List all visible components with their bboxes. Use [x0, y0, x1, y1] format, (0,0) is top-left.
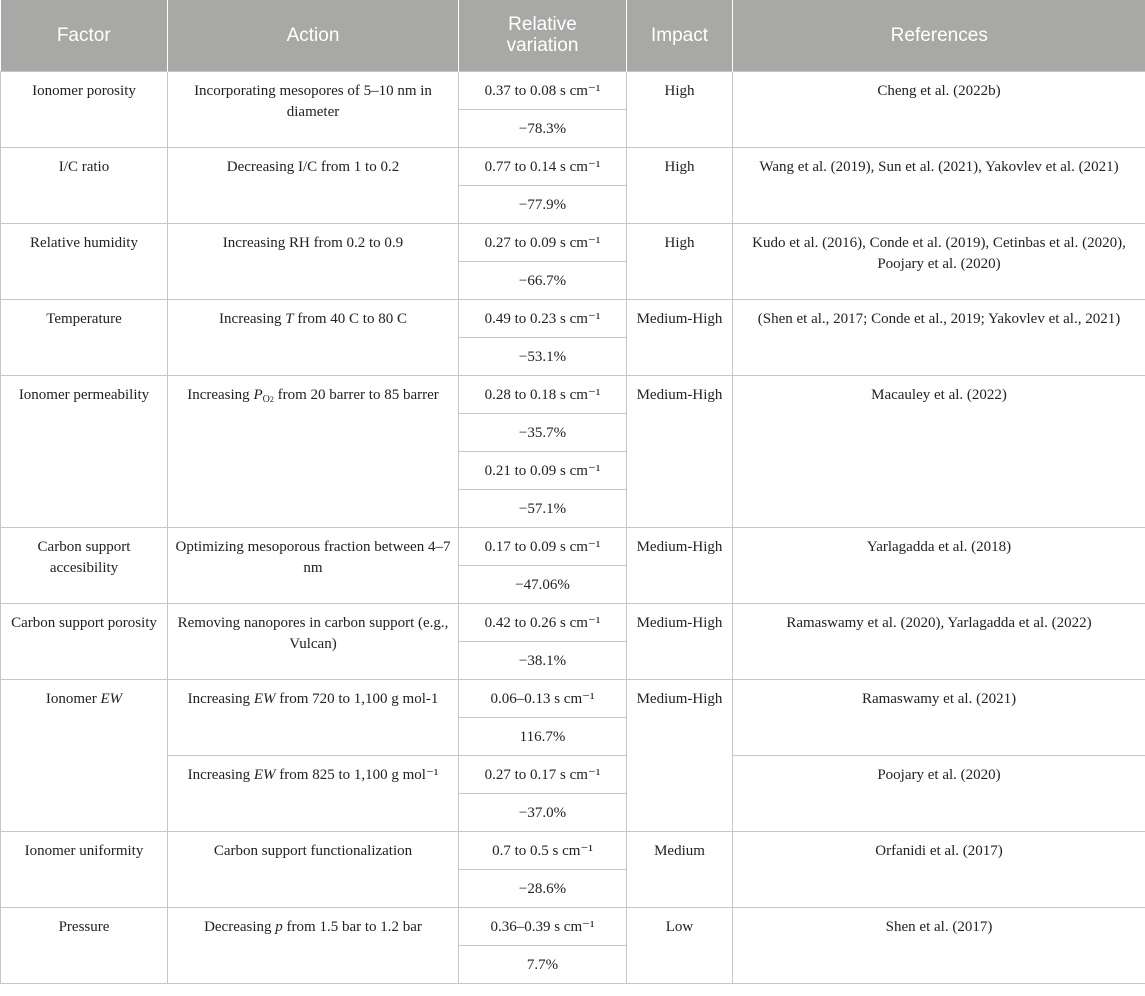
cell-variation-percent: −35.7% [459, 413, 627, 451]
subscript-text: O [262, 393, 270, 405]
cell-references: Shen et al. (2017) [733, 907, 1145, 983]
cell-impact: Low [627, 907, 733, 983]
table-row [1, 755, 1145, 793]
header-impact: Impact [627, 0, 733, 71]
cell-factor: I/C ratio [1, 147, 168, 223]
cell-impact: High [627, 147, 733, 223]
variable-symbol: EW [253, 690, 276, 707]
action-text: Increasing [219, 310, 286, 327]
cell-variation-value: 0.27 to 0.09 s cm⁻¹ [459, 223, 627, 261]
cell-variation-value: 0.27 to 0.17 s cm⁻¹ [459, 755, 627, 793]
cell-action [168, 679, 459, 755]
cell-variation-value: 0.21 to 0.09 s cm⁻¹ [459, 451, 627, 489]
cell-action [168, 907, 459, 983]
table-row [1, 299, 1145, 337]
cell-impact: Medium-High [627, 375, 733, 527]
cell-references: Ramaswamy et al. (2021) [733, 679, 1145, 755]
cell-factor: Carbon support accesibility [1, 527, 168, 603]
cell-factor: Temperature [1, 299, 168, 375]
cell-action: Increasing RH from 0.2 to 0.9 [168, 223, 459, 299]
header-factor: Factor [1, 0, 168, 71]
cell-variation-value: 0.37 to 0.08 s cm⁻¹ [459, 71, 627, 109]
table-row [1, 831, 1145, 869]
table-row [1, 147, 1145, 185]
table-row [1, 71, 1145, 109]
cell-factor: Relative humidity [1, 223, 168, 299]
cell-variation-percent: −53.1% [459, 337, 627, 375]
header-action: Action [168, 0, 459, 71]
cell-impact: Medium-High [627, 299, 733, 375]
cell-factor: Carbon support porosity [1, 603, 168, 679]
factor-text: Ionomer [45, 690, 101, 707]
cell-variation-percent: −77.9% [459, 185, 627, 223]
action-text: from 40 C to 80 C [293, 310, 407, 327]
variable-symbol: p [275, 918, 283, 935]
cell-action: Optimizing mesoporous fraction between 4–7 nm [168, 527, 459, 603]
variable-symbol: EW [253, 766, 276, 783]
cell-action: Removing nanopores in carbon support (e.g., Vulcan) [168, 603, 459, 679]
cell-impact: High [627, 71, 733, 147]
cell-references: Kudo et al. (2016), Conde et al. (2019), Cetinbas et al. (2020), Poojary et al. (2020) [733, 223, 1145, 299]
variable-symbol: EW [100, 690, 123, 707]
cell-action [168, 299, 459, 375]
cell-references: Poojary et al. (2020) [733, 755, 1145, 831]
cell-variation-percent: −57.1% [459, 489, 627, 527]
cell-action [168, 375, 459, 527]
cell-variation-percent: −37.0% [459, 793, 627, 831]
cell-impact: Medium-High [627, 603, 733, 679]
cell-variation-percent: 7.7% [459, 945, 627, 983]
cell-references: Orfanidi et al. (2017) [733, 831, 1145, 907]
action-text: from 20 barrer to 85 barrer [273, 386, 439, 403]
table-row [1, 679, 1145, 717]
cell-variation-value: 0.42 to 0.26 s cm⁻¹ [459, 603, 627, 641]
cell-variation-value: 0.36–0.39 s cm⁻¹ [459, 907, 627, 945]
cell-variation-percent: −28.6% [459, 869, 627, 907]
cell-action: Incorporating mesopores of 5–10 nm in diameter [168, 71, 459, 147]
cell-variation-value: 0.06–0.13 s cm⁻¹ [459, 679, 627, 717]
cell-impact: High [627, 223, 733, 299]
cell-references: Wang et al. (2019), Sun et al. (2021), Yakovlev et al. (2021) [733, 147, 1145, 223]
cell-variation-percent: −78.3% [459, 109, 627, 147]
cell-variation-percent: −38.1% [459, 641, 627, 679]
action-text: Increasing [187, 386, 254, 403]
action-text: from 1.5 bar to 1.2 bar [282, 918, 422, 935]
action-text: from 720 to 1,100 g mol-1 [275, 690, 439, 707]
table-row [1, 527, 1145, 565]
cell-factor: Ionomer permeability [1, 375, 168, 527]
table-row [1, 603, 1145, 641]
table-row [1, 223, 1145, 261]
cell-references: (Shen et al., 2017; Conde et al., 2019; Yakovlev et al., 2021) [733, 299, 1145, 375]
cell-variation-value: 0.77 to 0.14 s cm⁻¹ [459, 147, 627, 185]
action-text: Decreasing [204, 918, 276, 935]
header-references: References [733, 0, 1145, 71]
variable-subscript [263, 394, 274, 405]
cell-factor: Pressure [1, 907, 168, 983]
cell-action: Decreasing I/C from 1 to 0.2 [168, 147, 459, 223]
action-text: from 825 to 1,100 g mol⁻¹ [275, 766, 439, 783]
cell-variation-percent: 116.7% [459, 717, 627, 755]
cell-references: Cheng et al. (2022b) [733, 71, 1145, 147]
cell-action: Carbon support functionalization [168, 831, 459, 907]
cell-references: Yarlagadda et al. (2018) [733, 527, 1145, 603]
header-relative-variation: Relative variation [459, 0, 627, 71]
table-row [1, 907, 1145, 945]
cell-references: Macauley et al. (2022) [733, 375, 1145, 527]
cell-variation-value: 0.17 to 0.09 s cm⁻¹ [459, 527, 627, 565]
cell-impact: Medium [627, 831, 733, 907]
cell-variation-value: 0.28 to 0.18 s cm⁻¹ [459, 375, 627, 413]
cell-references: Ramaswamy et al. (2020), Yarlagadda et al. (2022) [733, 603, 1145, 679]
cell-variation-value: 0.7 to 0.5 s cm⁻¹ [459, 831, 627, 869]
cell-factor: Ionomer uniformity [1, 831, 168, 907]
variable-symbol: T [285, 310, 294, 327]
cell-impact: Medium-High [627, 527, 733, 603]
cell-impact: Medium-High [627, 679, 733, 831]
subscript-index: 2 [269, 394, 274, 404]
variable-symbol: P [253, 386, 263, 403]
cell-variation-percent: −47.06% [459, 565, 627, 603]
table-row [1, 375, 1145, 413]
header-row [1, 0, 1145, 71]
cell-action [168, 755, 459, 831]
action-text: Increasing [187, 690, 254, 707]
cell-factor: Ionomer porosity [1, 71, 168, 147]
action-text: Increasing [187, 766, 254, 783]
cell-variation-value: 0.49 to 0.23 s cm⁻¹ [459, 299, 627, 337]
cell-factor [1, 679, 168, 831]
cell-variation-percent: −66.7% [459, 261, 627, 299]
